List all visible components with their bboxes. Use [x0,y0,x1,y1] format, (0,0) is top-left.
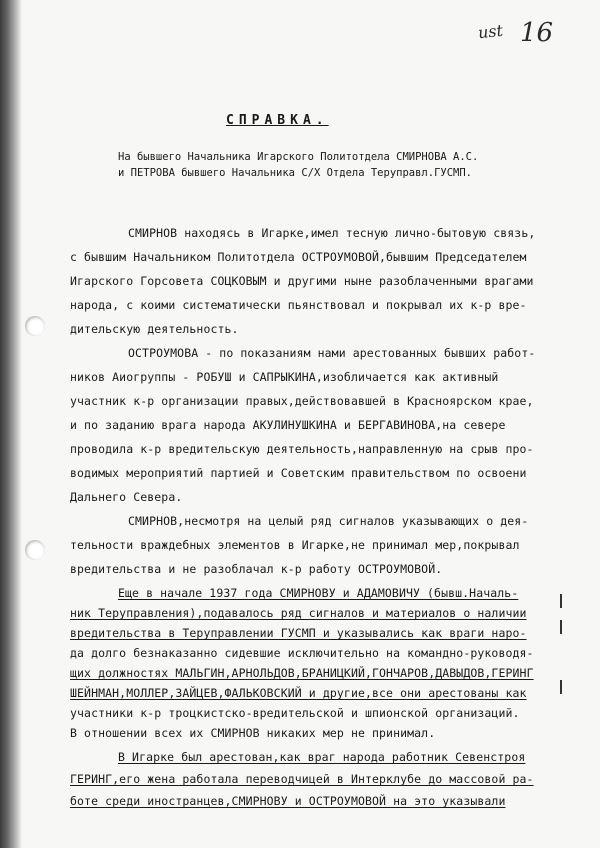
body-line: участники к-р троцкистско-вредительской и шпионской организаций. [70,706,520,720]
body-line: Игарского Горсовета СОЦКОВЫМ и другими ныне разоблаченными врагами [70,274,534,288]
body-line: тельности враждебных элементов в Игарке,не принимал мер,покрывал [70,538,520,552]
body-line: СМИРНОВ находясь в Игарке,имел тесную лично-бытовую связь, [128,226,536,240]
subtitle-line: и ПЕТРОВА бывшего Начальника С/Х Отдела Теруправл.ГУСМП. [118,167,473,179]
body-line: и по заданию врага народа АКУЛИНУШКИНА и БЕРГАВИНОВА,на севере [70,418,506,432]
punch-hole-bottom [25,540,45,560]
margin-mark [560,680,568,694]
margin-note-left: ust [477,20,504,43]
body-line: с бывшим Начальником Политотдела ОСТРОУМОВОЙ,бывшим Председателем [70,250,527,264]
body-line: ОСТРОУМОВА - по показаниям нами арестованных бывших работ- [128,346,536,360]
body-line: участник к-р организации правых,действовавшей в Красноярском крае, [70,394,534,408]
body-line: вредительства и не разоблачал к-р работу ОСТРОУМОВОЙ. [70,562,443,576]
body-line: боте среди иностранцев,СМИРНОВУ и ОСТРОУМОВОЙ на это указывали [70,794,506,808]
body-line: В отношении всех их СМИРНОВ никаких мер не принимал. [70,726,436,740]
body-line: проводила к-р вредительскую деятельность,направленную на срыв про- [70,442,534,456]
body-line: СМИРНОВ,несмотря на целый ряд сигналов указывающих о дея- [128,514,529,528]
body-line: вредительства в Теруправлении ГУСМП и указывались как враги наро- [70,626,527,640]
punch-hole-top [25,316,45,336]
body-line: Дальнего Севера. [70,490,183,504]
body-line: Еще в начале 1937 года СМИРНОВУ и АДАМОВИЧУ (бывш.Началь- [118,586,519,600]
margin-mark [560,594,568,608]
body-line: народа, с коими систематически пьянствовал и покрывал их к-р вре- [70,298,527,312]
body-line: щих должностях МАЛЬГИН,АРНОЛЬДОВ,БРАНИЦКИЙ,ГОНЧАРОВ,ДАВЫДОВ,ГЕРИНГ [70,666,534,680]
margin-mark [560,620,568,634]
body-line: ГЕРИНГ,его жена работала переводчицей в Интерклубе до массовой ра- [70,772,534,786]
page-number-handwritten: 16 [520,18,554,48]
body-line: да долго безнаказанно сидевшие исключительно на командно-руководя- [70,646,534,660]
body-line: дительскую деятельность. [70,322,239,336]
body-line: ник Теруправления),подавалось ряд сигналов и материалов о наличии [70,606,527,620]
body-line: водимых мероприятий партией и Советским правительством по освоени [70,466,527,480]
binding-shadow [0,0,22,848]
body-line: ников Аиогруппы - РОБУШ и САПРЫКИНА,изобличается как активный [70,370,499,384]
subtitle-line: На бывшего Начальника Игарского Политотдела СМИРНОВА А.С. [118,151,479,163]
document-subtitle [118,149,568,181]
document-title: СПРАВКА. [226,113,329,128]
body-line: ШЕЙНМАН,МОЛЛЕР,ЗАЙЦЕВ,ФАЛЬКОВСКИЙ и другие,все они арестованы как [70,686,527,700]
body-line: В Игарке был арестован,как враг народа работник Севенстроя [118,750,526,764]
